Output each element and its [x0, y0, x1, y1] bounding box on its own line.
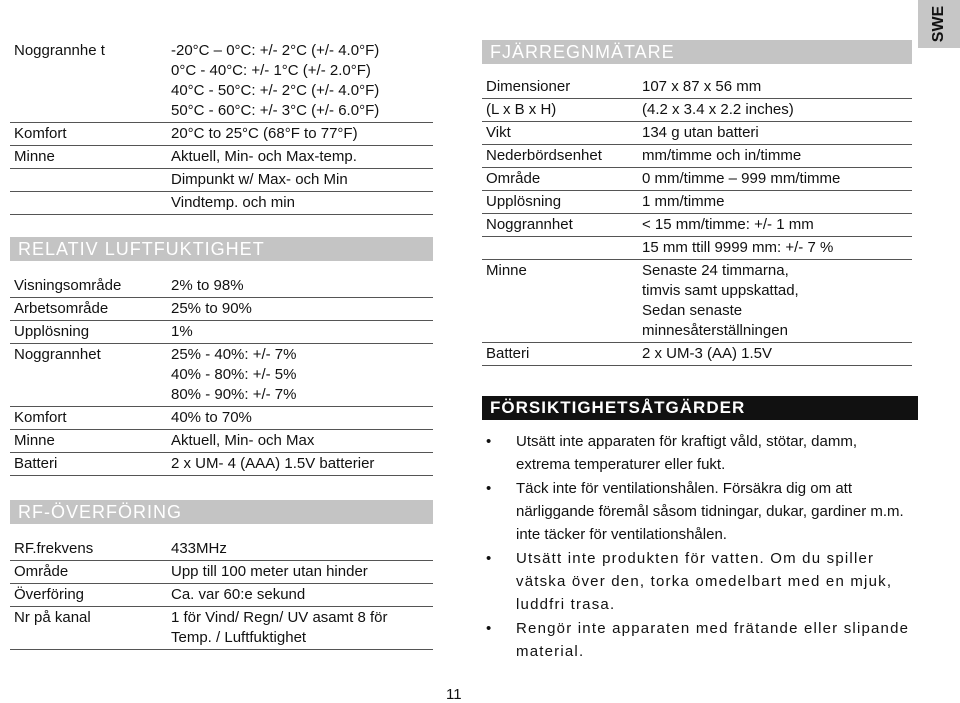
spec-value: [636, 237, 912, 260]
precaution-item: [482, 477, 912, 546]
spec-value: [167, 344, 433, 407]
spec-value-line: Vindtemp. och min: [171, 194, 295, 211]
spec-value-line: Ca. var 60:e sekund: [171, 586, 306, 603]
spec-label: Minne: [10, 430, 167, 453]
spec-label: Minne: [482, 260, 636, 343]
spec-value-line: Aktuell, Min- och Max-temp.: [171, 148, 357, 165]
spec-value-line: Dimpunkt w/ Max- och Min: [171, 171, 348, 188]
spec-value: [167, 561, 433, 584]
spec-value-line: 2% to 98%: [171, 277, 244, 294]
spec-value-line: timvis samt uppskattad,: [642, 282, 799, 299]
spec-label: Batteri: [10, 453, 167, 476]
spec-row: [482, 214, 912, 237]
left-column: [10, 40, 433, 650]
spec-label: Område: [10, 561, 167, 584]
spec-label: RF.frekvens: [10, 538, 167, 561]
humidity-heading: RELATIV LUFTFUKTIGHET: [10, 237, 433, 261]
spec-value: [167, 430, 433, 453]
spec-label: Minne: [10, 146, 167, 169]
precautions-list: [482, 430, 912, 663]
spec-value: [636, 191, 912, 214]
spec-value-line: mm/timme och in/timme: [642, 147, 802, 164]
spec-row: [10, 453, 433, 476]
spec-value: [636, 76, 912, 99]
spec-value-line: Upp till 100 meter utan hinder: [171, 563, 368, 580]
spec-label: Batteri: [482, 343, 636, 366]
spec-row: [10, 561, 433, 584]
temperature-spec-table: [10, 40, 433, 215]
spec-value: [167, 321, 433, 344]
spec-value-line: 80% - 90%: +/- 7%: [171, 386, 297, 403]
spec-value: [167, 275, 433, 298]
spec-label: Upplösning: [10, 321, 167, 344]
spec-row: [10, 192, 433, 215]
spec-value: [636, 168, 912, 191]
spec-value: [167, 538, 433, 561]
spec-value-line: Sedan senaste: [642, 302, 743, 319]
spec-value-line: minnesåterställningen: [642, 322, 788, 339]
spec-value: [636, 214, 912, 237]
spec-value: [167, 192, 433, 215]
spec-value-line: 15 mm ttill 9999 mm: +/- 7 %: [642, 239, 834, 256]
spec-value: [167, 453, 433, 476]
precaution-item: [482, 430, 912, 476]
spec-value-line: Senaste 24 timmarna,: [642, 262, 789, 279]
spec-value: [167, 40, 433, 123]
spec-label: Nederbördsenhet: [482, 145, 636, 168]
spec-value-line: 0°C - 40°C: +/- 1°C (+/- 2.0°F): [171, 62, 371, 79]
spec-row: [10, 538, 433, 561]
spec-label: Visningsområde: [10, 275, 167, 298]
bullet-icon: •: [486, 550, 493, 567]
spec-row: [10, 344, 433, 407]
humidity-rows: [10, 275, 433, 476]
spec-row: [10, 407, 433, 430]
spec-row: [10, 584, 433, 607]
rain-rows: [482, 76, 912, 366]
spec-value-line: 1%: [171, 323, 193, 340]
precaution-text: Täck inte för ventilationshålen. Försäkra dig om att närliggande föremål såsom tidningar, dukar, gardiner m.m. inte täcker för ventilationshålen.: [516, 480, 904, 543]
rf-heading: RF-ÖVERFÖRING: [10, 500, 433, 524]
spec-value: [167, 584, 433, 607]
spec-value-line: 433MHz: [171, 540, 227, 557]
precaution-text: Rengör inte apparaten med frätande eller slipande material.: [516, 620, 910, 660]
spec-value-line: 0 mm/timme – 999 mm/timme: [642, 170, 841, 187]
spec-row: [10, 275, 433, 298]
bullet-icon: •: [486, 620, 493, 637]
spec-label: [482, 237, 636, 260]
spec-value-line: 50°C - 60°C: +/- 3°C (+/- 6.0°F): [171, 102, 380, 119]
spec-value: [167, 607, 433, 650]
spec-value: [167, 298, 433, 321]
spec-label: Noggrannhet: [482, 214, 636, 237]
spec-row: [482, 343, 912, 366]
right-column: [482, 40, 912, 664]
spec-label: Nr på kanal: [10, 607, 167, 650]
spec-row: [10, 298, 433, 321]
spec-value-line: 25% to 90%: [171, 300, 252, 317]
spec-value-line: Aktuell, Min- och Max: [171, 432, 315, 449]
rain-heading: FJÄRREGNMÄTARE: [482, 40, 912, 64]
humidity-spec-table: [10, 275, 433, 476]
spec-value-line: 2 x UM-3 (AA) 1.5V: [642, 345, 773, 362]
precaution-item: [482, 617, 912, 663]
spec-label: (L x B x H): [482, 99, 636, 122]
spec-value: [636, 145, 912, 168]
spec-row: [482, 191, 912, 214]
spec-row: [482, 260, 912, 343]
spec-label: [10, 192, 167, 215]
spec-value: [636, 343, 912, 366]
spec-row: [482, 237, 912, 260]
rf-spec-table: [10, 538, 433, 650]
spec-row: [10, 123, 433, 146]
spec-label: Komfort: [10, 123, 167, 146]
spec-row: [10, 146, 433, 169]
spec-row: [482, 168, 912, 191]
spec-row: [10, 430, 433, 453]
spec-value-line: (4.2 x 3.4 x 2.2 inches): [642, 101, 794, 118]
spec-value-line: 20°C to 25°C (68°F to 77°F): [171, 125, 358, 142]
spec-label: Arbetsområde: [10, 298, 167, 321]
precaution-text: Utsätt inte produkten för vatten. Om du spiller vätska över den, torka omedelbart med en mjuk, luddfri trasa.: [516, 550, 893, 613]
spec-value: [636, 99, 912, 122]
spec-row: [482, 99, 912, 122]
page-number: 11: [446, 686, 462, 703]
spec-value-line: -20°C – 0°C: +/- 2°C (+/- 4.0°F): [171, 42, 380, 59]
spec-label: Vikt: [482, 122, 636, 145]
spec-label: Upplösning: [482, 191, 636, 214]
rain-spec-table: [482, 76, 912, 366]
rf-rows: [10, 538, 433, 650]
spec-label: Överföring: [10, 584, 167, 607]
spec-label: Noggrannhet: [10, 344, 167, 407]
bullet-icon: •: [486, 433, 492, 450]
spec-label: Område: [482, 168, 636, 191]
spec-row: [10, 169, 433, 192]
temperature-rows: [10, 40, 433, 215]
spec-label: Komfort: [10, 407, 167, 430]
spec-value: [636, 260, 912, 343]
precautions-heading: FÖRSIKTIGHETSÅTGÄRDER: [482, 396, 918, 420]
spec-label: [10, 169, 167, 192]
spec-row: [10, 607, 433, 650]
precaution-text: Utsätt inte apparaten för kraftigt våld, stötar, damm, extrema temperaturer eller fukt.: [516, 433, 857, 473]
spec-label: Dimensioner: [482, 76, 636, 99]
spec-value: [636, 122, 912, 145]
spec-value-line: 40°C - 50°C: +/- 2°C (+/- 4.0°F): [171, 82, 380, 99]
language-tab-label: SWE: [930, 5, 947, 43]
spec-value: [167, 146, 433, 169]
spec-value-line: 1 för Vind/ Regn/ UV asamt 8 för: [171, 609, 388, 626]
spec-value-line: 25% - 40%: +/- 7%: [171, 346, 297, 363]
spec-row: [10, 321, 433, 344]
spec-value-line: 134 g utan batteri: [642, 124, 759, 141]
spec-value-line: 107 x 87 x 56 mm: [642, 78, 762, 95]
spec-row: [482, 145, 912, 168]
spec-value-line: Temp. / Luftfuktighet: [171, 629, 307, 646]
precaution-item: [482, 547, 912, 616]
spec-value-line: 2 x UM- 4 (AAA) 1.5V batterier: [171, 455, 375, 472]
spec-row: [482, 122, 912, 145]
spec-value: [167, 407, 433, 430]
spec-label: Noggrannhe t: [10, 40, 167, 123]
spec-row: [482, 76, 912, 99]
bullet-icon: •: [486, 480, 492, 497]
spec-value-line: 1 mm/timme: [642, 193, 725, 210]
language-tab: [918, 0, 960, 48]
spec-row: [10, 40, 433, 123]
spec-value-line: < 15 mm/timme: +/- 1 mm: [642, 216, 814, 233]
spec-value-line: 40% to 70%: [171, 409, 252, 426]
spec-value: [167, 123, 433, 146]
spec-value-line: 40% - 80%: +/- 5%: [171, 366, 297, 383]
spec-value: [167, 169, 433, 192]
